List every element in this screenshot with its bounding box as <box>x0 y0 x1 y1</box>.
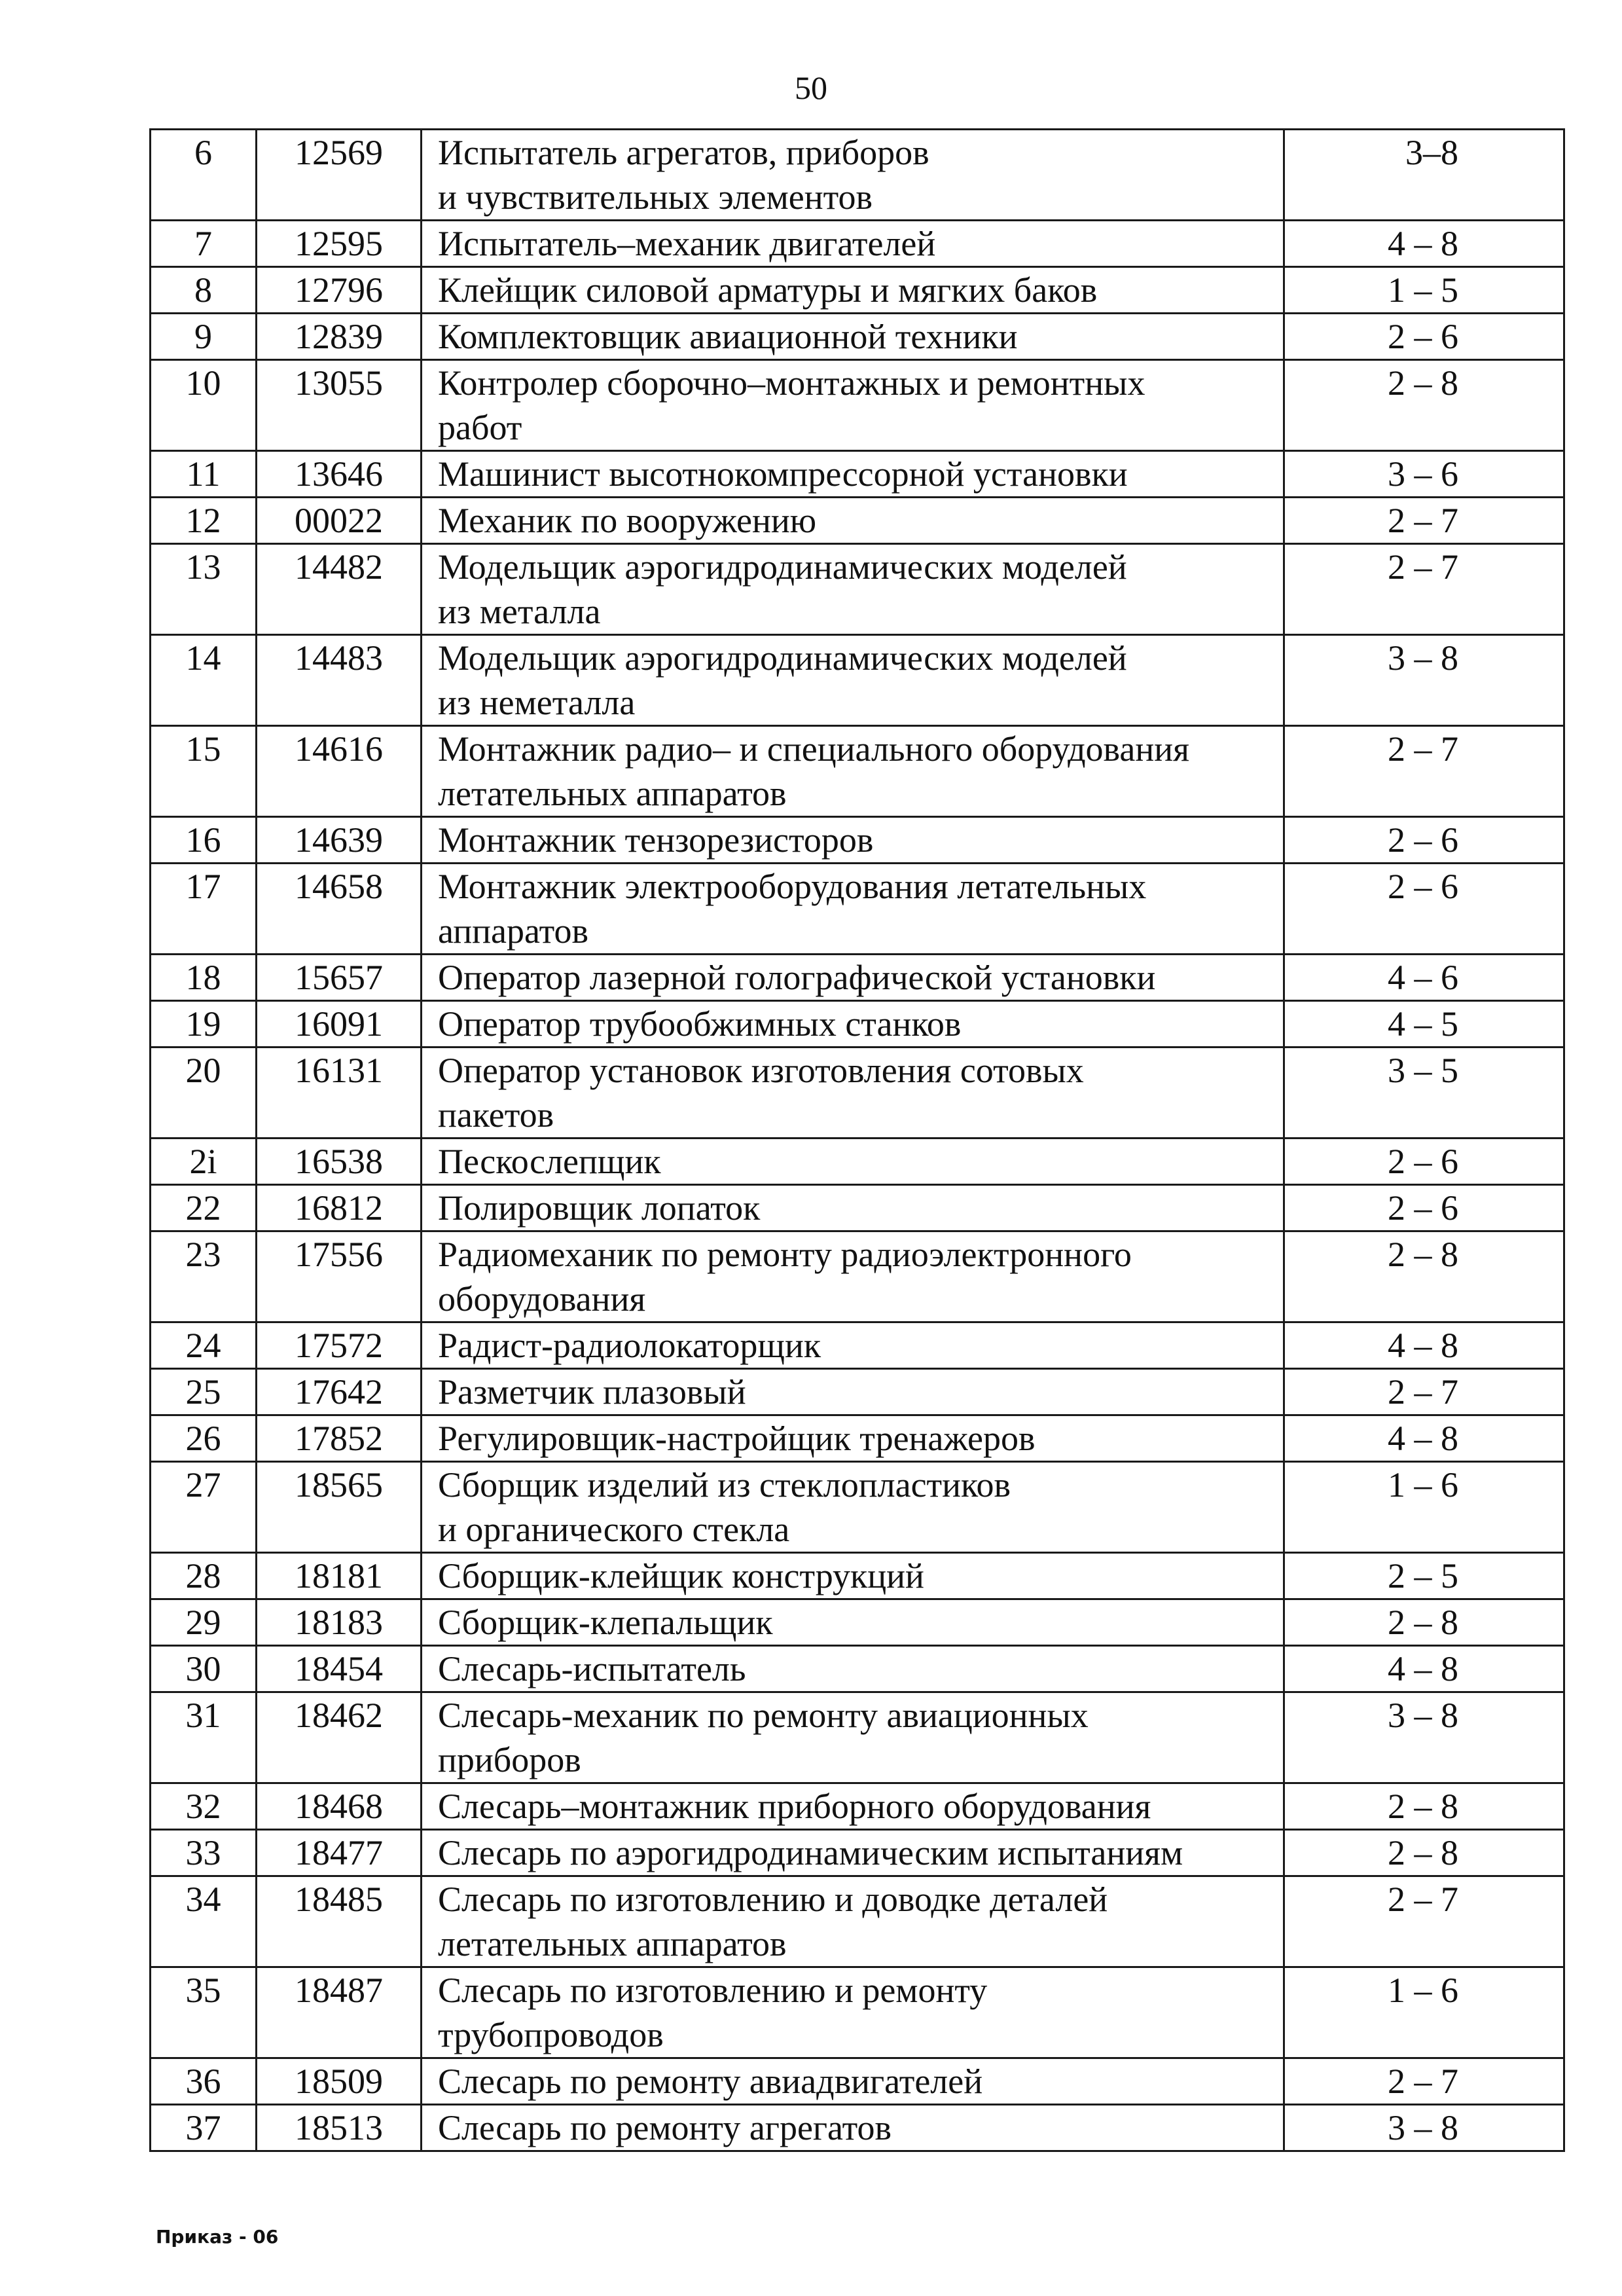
profession-name-line: Оператор трубообжимных станков <box>438 1004 962 1044</box>
row-number: 20 <box>151 1048 257 1139</box>
table-row <box>151 1415 1564 1462</box>
row-number: 30 <box>151 1646 257 1692</box>
profession-code: 18487 <box>257 1967 422 2058</box>
row-number: 25 <box>151 1369 257 1415</box>
profession-code: 16812 <box>257 1185 422 1231</box>
row-number: 14 <box>151 635 257 726</box>
profession-name <box>422 1048 1284 1139</box>
profession-name-line: Сборщик-клепальщик <box>438 1603 773 1642</box>
grade-range: 2 – 7 <box>1284 1369 1564 1415</box>
profession-name-line: из неметалла <box>438 683 636 722</box>
grade-range: 2 – 6 <box>1284 1185 1564 1231</box>
profession-name <box>422 1646 1284 1692</box>
profession-name-line: пакетов <box>438 1095 554 1135</box>
table-row <box>151 635 1564 726</box>
grade-range: 3–8 <box>1284 130 1564 221</box>
profession-name-line: летательных аппаратов <box>438 774 787 813</box>
row-number: 35 <box>151 1967 257 2058</box>
profession-name-line: работ <box>438 408 522 447</box>
grade-range: 2 – 8 <box>1284 1783 1564 1830</box>
profession-name-line: Сборщик изделий из стеклопластиков <box>438 1465 1011 1504</box>
grade-range: 4 – 8 <box>1284 221 1564 267</box>
profession-code: 18565 <box>257 1462 422 1553</box>
row-number: 8 <box>151 267 257 314</box>
profession-code: 12595 <box>257 221 422 267</box>
page-number: 50 <box>795 69 827 106</box>
table-row <box>151 2105 1564 2151</box>
table-row <box>151 544 1564 635</box>
table-row <box>151 498 1564 544</box>
row-number: 22 <box>151 1185 257 1231</box>
row-number: 17 <box>151 864 257 955</box>
grade-range: 2 – 7 <box>1284 726 1564 817</box>
profession-code: 18468 <box>257 1783 422 1830</box>
profession-name <box>422 314 1284 360</box>
profession-name-line: Радист-радиолокаторщик <box>438 1326 821 1365</box>
profession-name <box>422 1876 1284 1967</box>
table-row <box>151 1646 1564 1692</box>
profession-name-line: Комплектовщик авиационной техники <box>438 317 1018 356</box>
profession-name <box>422 1231 1284 1322</box>
profession-name-line: Монтажник радио– и специального оборудования <box>438 729 1189 769</box>
profession-name-line: Машинист высотнокомпрессорной установки <box>438 454 1128 494</box>
profession-code: 00022 <box>257 498 422 544</box>
table-row <box>151 267 1564 314</box>
grade-range: 3 – 5 <box>1284 1048 1564 1139</box>
profession-name <box>422 1139 1284 1185</box>
profession-name <box>422 1553 1284 1599</box>
grade-range: 2 – 6 <box>1284 817 1564 864</box>
table-row <box>151 1553 1564 1599</box>
table-row <box>151 1185 1564 1231</box>
row-number: 23 <box>151 1231 257 1322</box>
profession-code: 18181 <box>257 1553 422 1599</box>
profession-name <box>422 1830 1284 1876</box>
grade-range: 2 – 6 <box>1284 864 1564 955</box>
profession-name-line: Контролер сборочно–монтажных и ремонтных <box>438 363 1145 403</box>
profession-name <box>422 1692 1284 1783</box>
profession-name-line: приборов <box>438 1740 581 1779</box>
grade-range: 1 – 6 <box>1284 1967 1564 2058</box>
profession-name <box>422 726 1284 817</box>
profession-code: 13646 <box>257 451 422 498</box>
profession-name-line: Слесарь-испытатель <box>438 1649 746 1688</box>
grade-range: 4 – 5 <box>1284 1001 1564 1048</box>
profession-name <box>422 635 1284 726</box>
profession-name <box>422 130 1284 221</box>
profession-name <box>422 864 1284 955</box>
profession-code: 14482 <box>257 544 422 635</box>
profession-name <box>422 955 1284 1001</box>
profession-name <box>422 1001 1284 1048</box>
profession-name <box>422 1369 1284 1415</box>
profession-name-line: Слесарь по изготовлению и доводке деталей <box>438 1880 1108 1919</box>
profession-code: 15657 <box>257 955 422 1001</box>
profession-name <box>422 498 1284 544</box>
profession-code: 12839 <box>257 314 422 360</box>
profession-name-line: Разметчик плазовый <box>438 1372 746 1412</box>
profession-name <box>422 360 1284 451</box>
profession-name-line: Монтажник тензорезисторов <box>438 820 874 860</box>
profession-code: 16091 <box>257 1001 422 1048</box>
profession-name-line: Слесарь по ремонту авиадвигателей <box>438 2062 983 2101</box>
profession-name <box>422 2105 1284 2151</box>
profession-name <box>422 1322 1284 1369</box>
profession-name-line: Слесарь по ремонту агрегатов <box>438 2108 892 2147</box>
row-number: 16 <box>151 817 257 864</box>
grade-range: 2 – 7 <box>1284 2058 1564 2105</box>
profession-name <box>422 1599 1284 1646</box>
profession-name-line: Испытатель агрегатов, приборов <box>438 133 929 172</box>
table-row <box>151 1001 1564 1048</box>
row-number: 31 <box>151 1692 257 1783</box>
profession-name <box>422 817 1284 864</box>
row-number: 7 <box>151 221 257 267</box>
row-number: 36 <box>151 2058 257 2105</box>
profession-code: 13055 <box>257 360 422 451</box>
row-number: 11 <box>151 451 257 498</box>
row-number: 34 <box>151 1876 257 1967</box>
row-number: 29 <box>151 1599 257 1646</box>
table-row <box>151 451 1564 498</box>
row-number: 33 <box>151 1830 257 1876</box>
profession-code: 18509 <box>257 2058 422 2105</box>
table-row <box>151 864 1564 955</box>
profession-code: 17556 <box>257 1231 422 1322</box>
profession-name <box>422 2058 1284 2105</box>
grade-range: 4 – 8 <box>1284 1322 1564 1369</box>
profession-name-line: Сборщик-клейщик конструкций <box>438 1556 924 1595</box>
grade-range: 4 – 8 <box>1284 1646 1564 1692</box>
profession-name <box>422 1462 1284 1553</box>
table-row <box>151 1139 1564 1185</box>
table-row <box>151 130 1564 221</box>
profession-code: 14658 <box>257 864 422 955</box>
profession-name-line: Модельщик аэрогидродинамических моделей <box>438 638 1127 678</box>
profession-name <box>422 1415 1284 1462</box>
profession-name-line: Слесарь по изготовлению и ремонту <box>438 1971 988 2010</box>
grade-range: 4 – 8 <box>1284 1415 1564 1462</box>
row-number: 15 <box>151 726 257 817</box>
profession-name-line: и органического стекла <box>438 1510 790 1549</box>
profession-name <box>422 544 1284 635</box>
footer-order-label: Приказ - 06 <box>156 2226 279 2248</box>
profession-code: 14616 <box>257 726 422 817</box>
grade-range: 2 – 8 <box>1284 1599 1564 1646</box>
table-row <box>151 1692 1564 1783</box>
grade-range: 2 – 8 <box>1284 1231 1564 1322</box>
profession-name-line: летательных аппаратов <box>438 1924 787 1963</box>
table-row <box>151 1462 1564 1553</box>
profession-code: 12796 <box>257 267 422 314</box>
row-number: 26 <box>151 1415 257 1462</box>
grade-range: 3 – 8 <box>1284 635 1564 726</box>
profession-name-line: оборудования <box>438 1279 646 1319</box>
grade-range: 2 – 8 <box>1284 360 1564 451</box>
profession-name-line: аппаратов <box>438 911 588 951</box>
table-row <box>151 2058 1564 2105</box>
table-row <box>151 1048 1564 1139</box>
table-row <box>151 1322 1564 1369</box>
profession-name-line: Монтажник электрооборудования летательных <box>438 867 1147 906</box>
row-number: 12 <box>151 498 257 544</box>
profession-name <box>422 1185 1284 1231</box>
table-row <box>151 360 1564 451</box>
row-number: 37 <box>151 2105 257 2151</box>
profession-code: 18183 <box>257 1599 422 1646</box>
profession-code: 18454 <box>257 1646 422 1692</box>
row-number: 28 <box>151 1553 257 1599</box>
profession-name <box>422 221 1284 267</box>
table-row <box>151 955 1564 1001</box>
profession-name-line: Испытатель–механик двигателей <box>438 224 936 263</box>
profession-name-line: Клейщик силовой арматуры и мягких баков <box>438 270 1098 310</box>
grade-range: 3 – 6 <box>1284 451 1564 498</box>
table-row <box>151 314 1564 360</box>
row-number: 24 <box>151 1322 257 1369</box>
profession-code: 16538 <box>257 1139 422 1185</box>
grade-range: 2 – 7 <box>1284 1876 1564 1967</box>
grade-range: 2 – 6 <box>1284 314 1564 360</box>
row-number: 13 <box>151 544 257 635</box>
table-row <box>151 1231 1564 1322</box>
grade-range: 1 – 5 <box>1284 267 1564 314</box>
profession-name-line: Слесарь-механик по ремонту авиационных <box>438 1696 1089 1735</box>
row-number: 9 <box>151 314 257 360</box>
profession-name-line: Слесарь по аэрогидродинамическим испытаниям <box>438 1833 1183 1872</box>
row-number: 6 <box>151 130 257 221</box>
profession-name-line: и чувствительных элементов <box>438 177 873 217</box>
profession-code: 18477 <box>257 1830 422 1876</box>
grade-range: 2 – 7 <box>1284 544 1564 635</box>
table-row <box>151 1830 1564 1876</box>
profession-code: 17642 <box>257 1369 422 1415</box>
profession-code: 12569 <box>257 130 422 221</box>
profession-name <box>422 267 1284 314</box>
grade-range: 2 – 6 <box>1284 1139 1564 1185</box>
profession-name-line: Регулировщик-настройщик тренажеров <box>438 1419 1036 1458</box>
grade-range: 4 – 6 <box>1284 955 1564 1001</box>
row-number: 2i <box>151 1139 257 1185</box>
profession-name <box>422 451 1284 498</box>
grade-range: 2 – 5 <box>1284 1553 1564 1599</box>
profession-name-line: Пескослепщик <box>438 1142 661 1181</box>
profession-name <box>422 1967 1284 2058</box>
row-number: 19 <box>151 1001 257 1048</box>
table-row <box>151 726 1564 817</box>
profession-code: 17852 <box>257 1415 422 1462</box>
table-body <box>151 130 1564 2151</box>
profession-name-line: трубопроводов <box>438 2015 664 2054</box>
profession-name-line: из металла <box>438 592 601 631</box>
row-number: 27 <box>151 1462 257 1553</box>
profession-code: 18513 <box>257 2105 422 2151</box>
profession-name <box>422 1783 1284 1830</box>
profession-code: 16131 <box>257 1048 422 1139</box>
table-row <box>151 1967 1564 2058</box>
profession-code: 14639 <box>257 817 422 864</box>
profession-code: 14483 <box>257 635 422 726</box>
table-row <box>151 1599 1564 1646</box>
row-number: 10 <box>151 360 257 451</box>
profession-code: 18485 <box>257 1876 422 1967</box>
grade-range: 3 – 8 <box>1284 2105 1564 2151</box>
grade-range: 1 – 6 <box>1284 1462 1564 1553</box>
profession-name-line: Оператор лазерной голографической установки <box>438 958 1156 997</box>
profession-code: 17572 <box>257 1322 422 1369</box>
profession-code: 18462 <box>257 1692 422 1783</box>
table-row <box>151 1369 1564 1415</box>
table-row <box>151 817 1564 864</box>
row-number: 32 <box>151 1783 257 1830</box>
profession-name-line: Модельщик аэрогидродинамических моделей <box>438 547 1127 587</box>
profession-name-line: Слесарь–монтажник приборного оборудования <box>438 1787 1151 1826</box>
table-row <box>151 221 1564 267</box>
profession-name-line: Полировщик лопаток <box>438 1188 761 1228</box>
profession-name-line: Оператор установок изготовления сотовых <box>438 1051 1084 1090</box>
profession-name-line: Механик по вооружению <box>438 501 817 540</box>
grade-range: 3 – 8 <box>1284 1692 1564 1783</box>
profession-name-line: Радиомеханик по ремонту радиоэлектронного <box>438 1235 1132 1274</box>
professions-table <box>149 128 1565 2152</box>
row-number: 18 <box>151 955 257 1001</box>
grade-range: 2 – 8 <box>1284 1830 1564 1876</box>
grade-range: 2 – 7 <box>1284 498 1564 544</box>
table-row <box>151 1876 1564 1967</box>
table-row <box>151 1783 1564 1830</box>
